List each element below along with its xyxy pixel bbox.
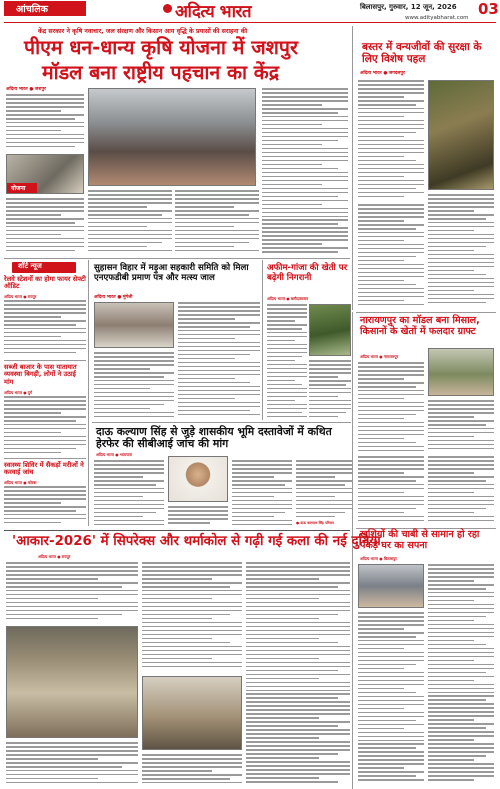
keys-photo bbox=[358, 564, 424, 608]
short-news-2-text bbox=[4, 396, 86, 456]
opium-story bbox=[265, 260, 351, 420]
narayanpur-text-col-2 bbox=[428, 400, 494, 454]
aakar-text-col-2b bbox=[142, 754, 242, 788]
dau-text-col-4 bbox=[296, 460, 352, 520]
opium-text-col-1 bbox=[267, 304, 307, 420]
keys-text-col-1 bbox=[358, 612, 424, 784]
sidebar-wildlife-photo bbox=[428, 80, 494, 190]
narayanpur-photo bbox=[428, 348, 494, 396]
fish-photo bbox=[94, 302, 174, 348]
dau-headline: दाऊ कल्याण सिंह से जुड़े शासकीय भूमि दस्तावेजों में कथित हेरफेर की सीबीआई जांच की मांग bbox=[96, 425, 332, 451]
dau-signoff: ● दाऊ कल्याण सिंह परिवार bbox=[296, 521, 334, 525]
aakar-headline: 'आकार-2026' में सिपरेक्स और थर्माकोल से गढ़ी गई कला की नई दुनिया bbox=[12, 534, 381, 549]
narayanpur-story bbox=[356, 314, 496, 454]
fish-text-col-2 bbox=[178, 302, 260, 420]
aakar-text-col-2 bbox=[142, 562, 242, 672]
short-news-1-headline: रेलवे स्टेशनों का होगा फायर सेफ्टी ऑडिट bbox=[4, 275, 86, 291]
dau-text-col-1 bbox=[94, 460, 164, 528]
short-news-label-box bbox=[12, 262, 76, 273]
fish-byline: अदित्य भारत ● मुंगेली bbox=[94, 295, 133, 300]
lead-text-col-1 bbox=[6, 94, 84, 152]
short-news bbox=[4, 260, 86, 526]
section-label: आंचलिक bbox=[16, 4, 48, 15]
sidebar-headline: बस्तर में वन्यजीवों की सुरक्षा के लिए विशेष पहल bbox=[362, 41, 482, 65]
fish-story bbox=[92, 260, 260, 420]
city-date: बिलासपुर, गुरुवार, 12 जून, 2026 bbox=[360, 3, 457, 11]
narayanpur-byline: अदित्य भारत ● नारायणपुर bbox=[360, 354, 399, 359]
aakar-text-col-1b bbox=[6, 742, 138, 788]
sidebar-story bbox=[356, 26, 496, 310]
lead-text-col-1b bbox=[6, 198, 84, 256]
aakar-photo-left bbox=[6, 626, 138, 738]
short-news-2-byline: अदित्य भारत ● दुर्ग bbox=[4, 390, 33, 395]
lead-headline-1: पीएम धन-धान्य कृषि योजना में जशपुर bbox=[24, 36, 298, 59]
aakar-text-col-3 bbox=[246, 562, 350, 788]
keys-story-body bbox=[356, 556, 496, 789]
logo-text: अदित्य भारत bbox=[175, 2, 252, 22]
sidebar-text-col-3 bbox=[428, 194, 494, 308]
opium-headline: अफीम-गांजा की खेती पर बढ़ेगी निगरानी bbox=[267, 263, 348, 283]
lead-text-col-4 bbox=[262, 88, 348, 256]
opium-byline: अदित्य भारत ● बलौदाबाजार bbox=[267, 296, 309, 301]
lead-headline-2: मॉडल बना राष्ट्रीय पहचान का केंद्र bbox=[42, 61, 280, 84]
logo-sun-icon bbox=[163, 4, 172, 13]
dau-story bbox=[92, 424, 352, 528]
lead-photo-small bbox=[6, 154, 84, 194]
short-news-3-byline: अदित्य भारत ● कोरबा bbox=[4, 480, 37, 485]
keys-byline: अदित्य भारत ● बिलासपुर bbox=[360, 556, 397, 561]
short-news-label: शॉर्ट न्यूज bbox=[18, 262, 42, 270]
section-tab bbox=[4, 1, 86, 16]
dau-byline: अदित्य भारत ● भाटापारा bbox=[96, 452, 133, 457]
keys-headline: खुशियों की चाबी से सामान हो रहा पकड़े घर का सपना bbox=[360, 529, 480, 551]
dau-text-col-2 bbox=[168, 506, 228, 528]
short-news-3-text bbox=[4, 486, 86, 526]
narayanpur-headline: नारायणपुर का मॉडल बना मिसाल, किसानों के खेतों में फलदार ग्राफ्ट bbox=[360, 315, 480, 337]
page-number: 03 bbox=[478, 0, 499, 18]
dau-portrait bbox=[168, 456, 228, 502]
keys-text-col-2 bbox=[428, 564, 494, 784]
short-news-3-headline: स्वास्थ्य शिविर में सैकड़ों मरीजों ने करवाई जांच bbox=[4, 461, 84, 477]
aakar-photo-right bbox=[142, 676, 242, 750]
opium-photo bbox=[309, 304, 351, 356]
opium-text-col-2 bbox=[309, 360, 351, 420]
lead-photo-main bbox=[88, 88, 256, 186]
keys-text-col-0b bbox=[428, 456, 494, 526]
sidebar-text-col-2 bbox=[358, 204, 424, 308]
keys-text-col-0 bbox=[358, 456, 424, 526]
dau-text-col-3 bbox=[232, 460, 292, 528]
lead-text-col-2 bbox=[88, 190, 172, 256]
lead-kicker: केंद्र सरकार ने कृषि नवाचार, जल संरक्षण और किसान आय वृद्धि के प्रयासों की सराहना की bbox=[38, 28, 248, 35]
aakar-text-col-1 bbox=[6, 562, 138, 622]
sidebar-byline: अदित्य भारत ● जगदलपुर bbox=[360, 71, 405, 76]
fish-headline: सुहासन विहार में मड़ुआ सहकारी समिति को मिला एनएफडीबी प्रमाण पत्र और मत्स्य जाल bbox=[94, 263, 249, 283]
fish-text-col-1 bbox=[94, 352, 174, 420]
photo-badge: योजना bbox=[7, 183, 37, 194]
lead-story bbox=[4, 24, 350, 256]
short-news-1-text bbox=[4, 300, 86, 358]
short-news-1-byline: अदित्य भारत ● रायपुर bbox=[4, 294, 37, 299]
aakar-byline: अदित्य भारत ● रायपुर bbox=[38, 554, 71, 559]
lead-byline: अदित्य भारत ● जशपुर bbox=[6, 87, 46, 92]
lead-text-col-3 bbox=[175, 190, 259, 256]
logo bbox=[163, 0, 283, 22]
website: www.adityabharat.com bbox=[405, 15, 469, 21]
short-news-2-headline: सब्जी बाजार के पास यातायात व्यवस्था बिगड़ी, लोगों ने उठाई मांग bbox=[4, 363, 77, 386]
sidebar-text-col-1 bbox=[358, 80, 424, 200]
narayanpur-text-col-1 bbox=[358, 362, 424, 454]
